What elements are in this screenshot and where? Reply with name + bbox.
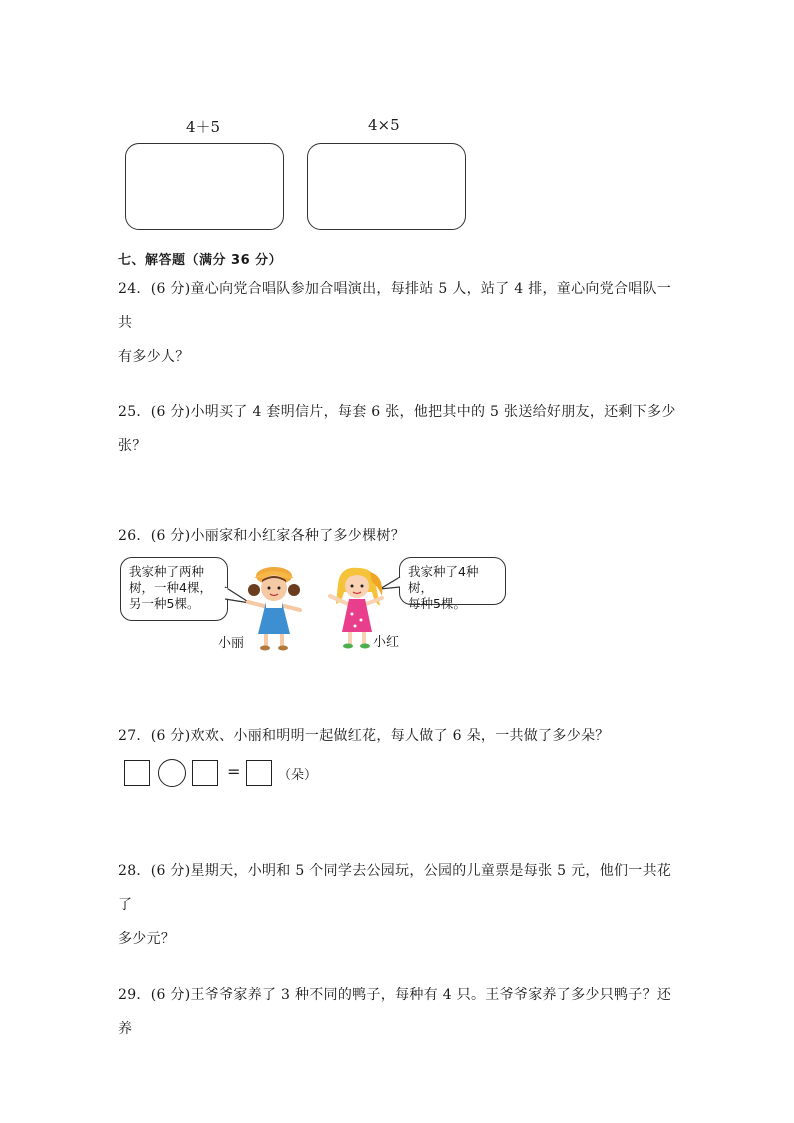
expression-left: 4＋5 [186, 118, 221, 136]
question-24-line1: 24．(6 分)童心向党合唱队参加合唱演出，每排站 5 人，站了 4 排，童心向党合唱队一共 [118, 281, 672, 331]
answer-box-right[interactable] [307, 143, 466, 230]
blank-square-2[interactable] [192, 760, 218, 786]
question-26 [118, 519, 678, 553]
question-25 [118, 395, 678, 463]
speech-bubble-xiaoli [120, 557, 228, 621]
name-xiaohong: 小红 [373, 635, 400, 650]
question-25-line1: 25．(6 分)小明买了 4 套明信片，每套 6 张，他把其中的 5 张送给好朋友，还剩下多少 [118, 404, 676, 420]
bubble-line: 树，一种4棵， [129, 580, 212, 595]
question-28 [118, 854, 678, 956]
blank-operator-circle[interactable] [158, 759, 186, 787]
bubble-line: 我家种了两种 [129, 564, 205, 579]
question-28-line1: 28．(6 分)星期天，小明和 5 个同学去公园玩，公园的儿童票是每张 5 元，他们一共花了 [118, 863, 672, 913]
question-24 [118, 272, 678, 374]
bubble-line: 每种5棵。 [408, 596, 466, 611]
speech-bubble-xiaohong [399, 557, 506, 611]
answer-box-left[interactable] [125, 143, 284, 230]
question-26-line1: 26．(6 分)小丽家和小红家各种了多少棵树？ [118, 528, 405, 544]
equals-sign: = [227, 762, 241, 781]
blank-square-result[interactable] [246, 760, 272, 786]
expression-right: 4×5 [368, 116, 400, 134]
question-27 [118, 719, 678, 753]
bubble-line: 我家种了4种树， [408, 564, 479, 595]
question-29 [118, 978, 678, 1046]
question-24-line2: 有多少人？ [118, 349, 190, 365]
section-title: 七、解答题（满分 36 分） [118, 253, 283, 268]
blank-square-1[interactable] [124, 760, 150, 786]
question-27-line1: 27．(6 分)欢欢、小丽和明明一起做红花，每人做了 6 朵，一共做了多少朵？ [118, 728, 610, 744]
question-25-line2: 张？ [118, 438, 147, 454]
unit-label: （朵） [278, 768, 318, 783]
name-xiaoli: 小丽 [218, 636, 245, 651]
girl-xiaoli-illustration [240, 562, 310, 652]
question-28-line2: 多少元？ [118, 931, 176, 947]
question-29-line1: 29．(6 分)王爷爷家养了 3 种不同的鸭子，每种有 4 只。王爷爷家养了多少只鸭子？还养 [118, 987, 672, 1037]
bubble-line: 另一种5棵。 [129, 596, 200, 611]
